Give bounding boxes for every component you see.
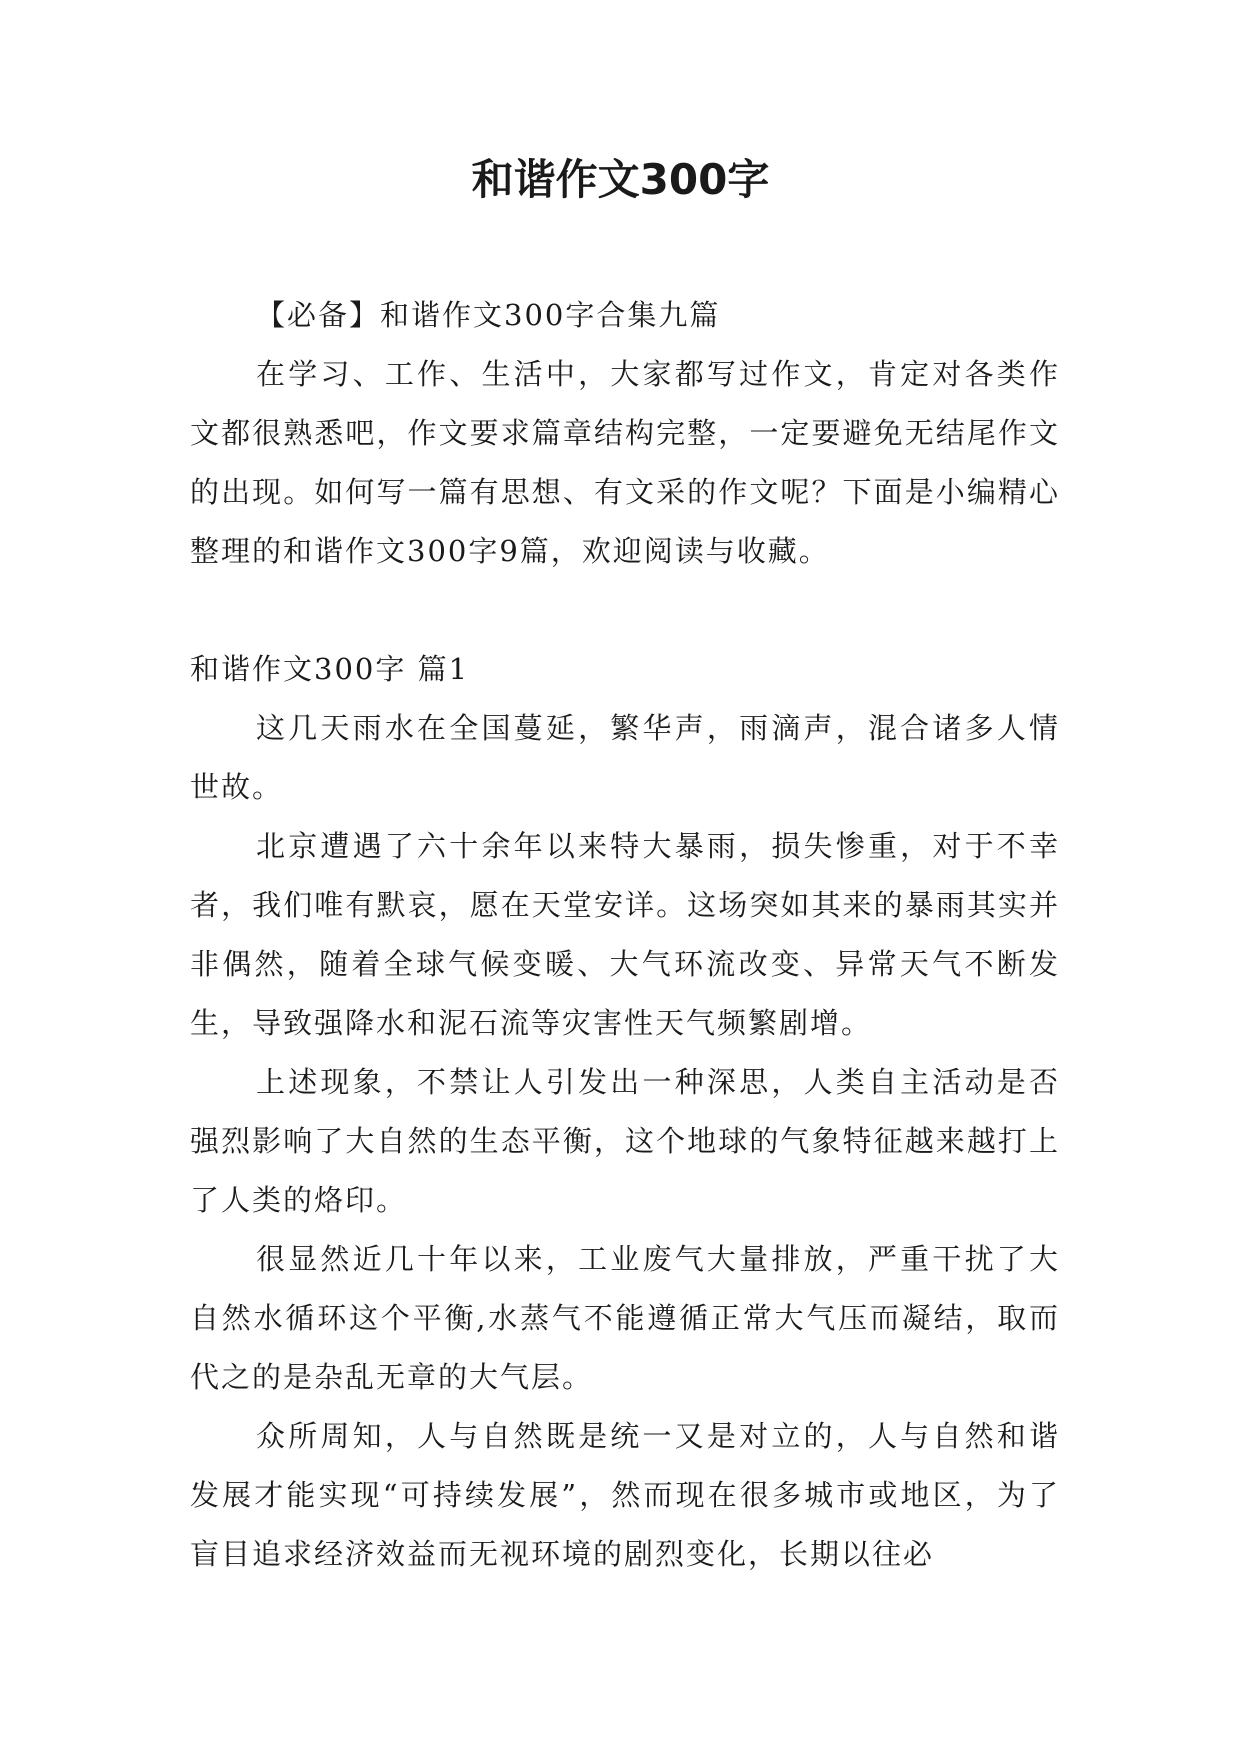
body-paragraph: 众所周知，人与自然既是统一又是对立的，人与自然和谐发展才能实现“可持续发展”，然而现在很多城市或地区，为了盲目追求经济效益而无视环境的剧烈变化，长期以往必 xyxy=(190,1419,1060,1571)
body-paragraph: 北京遭遇了六十余年以来特大暴雨，损失惨重，对于不幸者，我们唯有默哀，愿在天堂安详。这场突如其来的暴雨其实并非偶然，随着全球气候变暖、大气环流改变、异常天气不断发生，导致强降水和泥石流等灾害性天气频繁剧增。 xyxy=(190,829,1060,1040)
body-paragraph: 上述现象，不禁让人引发出一种深思，人类自主活动是否强烈影响了大自然的生态平衡，这个地球的气象特征越来越打上了人类的烙印。 xyxy=(190,1065,1060,1217)
intro-paragraph: 在学习、工作、生活中，大家都写过作文，肯定对各类作文都很熟悉吧，作文要求篇章结构完整，一定要避免无结尾作文的出现。如何写一篇有思想、有文采的作文呢？下面是小编精心整理的和谐作文300字9篇，欢迎阅读与收藏。 xyxy=(190,357,1060,568)
section-heading: 和谐作文300字 篇1 xyxy=(190,652,470,686)
body-paragraph: 很显然近几十年以来，工业废气大量排放，严重干扰了大自然水循环这个平衡,水蒸气不能遵循正常大气压而凝结，取而代之的是杂乱无章的大气层。 xyxy=(190,1242,1060,1394)
document-title: 和谐作文300字 xyxy=(471,155,770,204)
body-paragraph: 这几天雨水在全国蔓延，繁华声，雨滴声，混合诸多人情世故。 xyxy=(190,711,1060,804)
section-spacer xyxy=(190,581,1060,640)
document-subtitle: 【必备】和谐作文300字合集九篇 xyxy=(256,298,721,332)
document-body xyxy=(190,286,1060,1584)
